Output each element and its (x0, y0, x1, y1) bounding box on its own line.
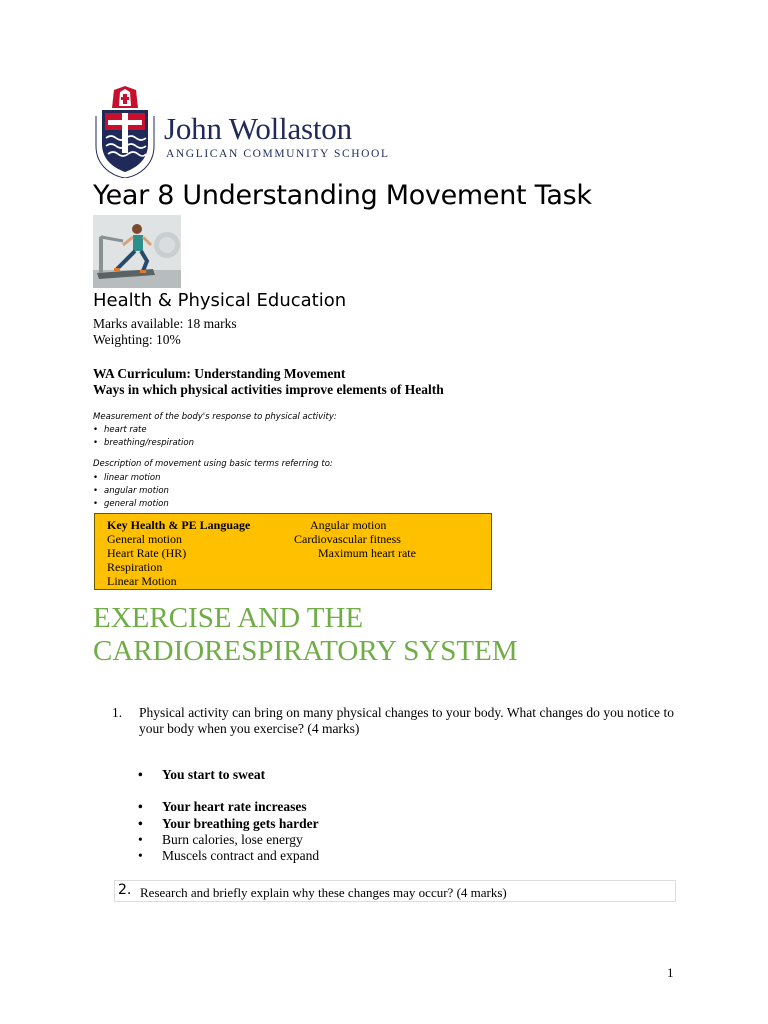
question-2 (114, 880, 676, 902)
list-item: • linear motion (93, 473, 161, 483)
list-item: • general motion (93, 499, 169, 509)
curriculum-heading: WA Curriculum: Understanding Movement (93, 366, 346, 381)
school-subtitle: ANGLICAN COMMUNITY SCHOOL (166, 148, 390, 160)
list-item: • Your heart rate increases (138, 799, 307, 814)
key-term: Angular motion (310, 518, 387, 532)
bullet-icon: • (138, 767, 143, 782)
bullet-icon: • (93, 499, 99, 509)
list-item: • Your breathing gets harder (138, 816, 319, 831)
key-language-box (94, 513, 492, 590)
school-logo (92, 86, 390, 178)
school-name: John Wollaston (164, 111, 352, 146)
description-list (93, 472, 169, 511)
key-term: Respiration (107, 560, 163, 574)
list-item: • Burn calories, lose energy (138, 832, 303, 847)
description-intro: Description of movement using basic terms referring to: (93, 459, 333, 469)
treadmill-runner-image (93, 215, 181, 288)
page-number: 1 (667, 965, 674, 980)
bullet-icon: • (138, 832, 143, 847)
section-heading: EXERCISE AND THE CARDIORESPIRATORY SYSTEM (93, 602, 518, 667)
weighting: Weighting: 10% (93, 332, 181, 347)
question-text: Research and briefly explain why these changes may occur? (4 marks) (140, 885, 507, 900)
measurement-list (93, 424, 194, 450)
page-title: Year 8 Understanding Movement Task (93, 180, 592, 211)
list-item: • You start to sweat (138, 767, 266, 782)
school-crest-icon (92, 86, 158, 178)
key-language-heading: Key Health & PE Language (107, 518, 251, 532)
list-item: • breathing/respiration (93, 438, 194, 448)
key-term: General motion (107, 532, 182, 546)
key-term: Linear Motion (107, 574, 177, 588)
question-number: 2. (118, 882, 132, 898)
key-term: Cardiovascular fitness (294, 532, 401, 546)
bullet-icon: • (93, 438, 99, 448)
bullet-icon: • (93, 473, 99, 483)
key-term: Heart Rate (HR) (107, 546, 187, 560)
bullet-icon: • (138, 816, 143, 831)
bullet-icon: • (138, 799, 143, 814)
measurement-intro: Measurement of the body's response to physical activity: (93, 412, 337, 422)
question-1 (112, 705, 674, 737)
key-term: Maximum heart rate (318, 546, 416, 560)
marks-available: Marks available: 18 marks (93, 316, 237, 331)
list-item: • angular motion (93, 486, 169, 496)
list-item: • heart rate (93, 425, 147, 435)
ways-heading: Ways in which physical activities improve elements of Health (93, 382, 444, 397)
subject-heading: Health & Physical Education (93, 290, 347, 311)
bullet-icon: • (138, 848, 143, 863)
bullet-icon: • (93, 425, 99, 435)
question-number: 1. (112, 705, 123, 720)
bullet-icon: • (93, 486, 99, 496)
list-item: • Muscels contract and expand (138, 848, 320, 863)
question-text: Physical activity can bring on many physical changes to your body. What changes do you notice to your body when you exercise? (4 marks) (139, 705, 674, 736)
